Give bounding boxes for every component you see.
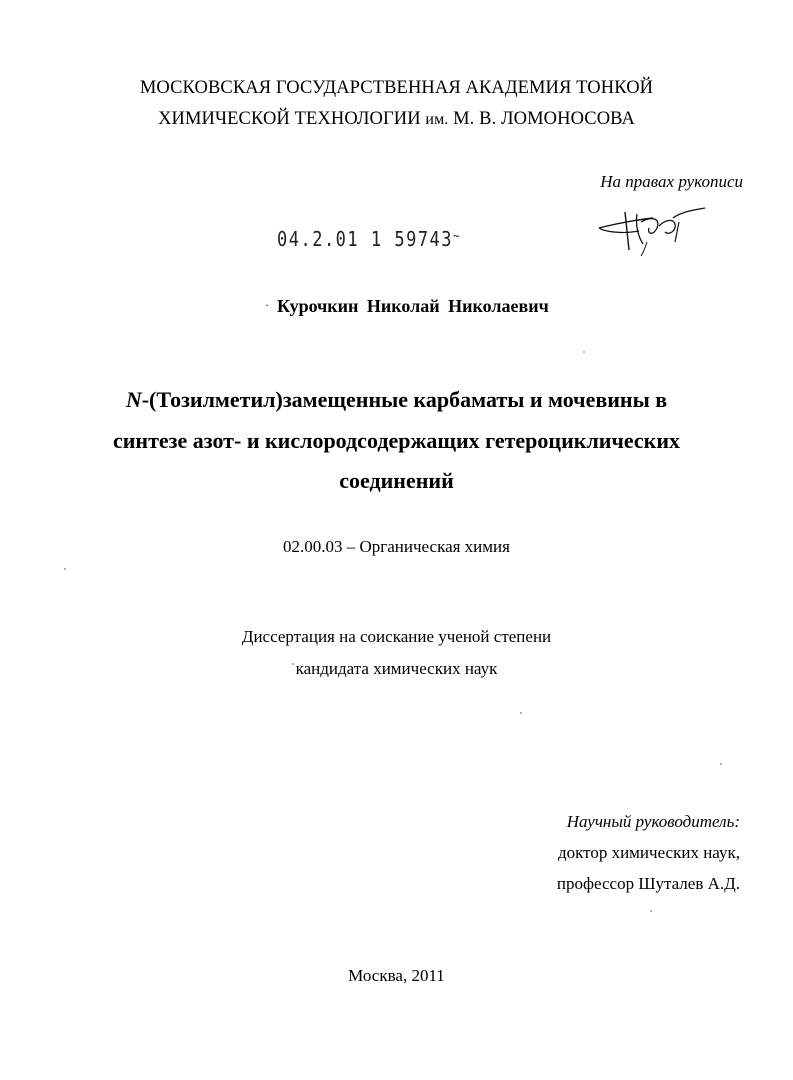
dissertation-line-2: кандидата химических наук	[295, 659, 498, 678]
institution-name-part-1: МОСКОВСКАЯ ГОСУДАРСТВЕННАЯ АКАДЕМИЯ ТОНКОЙ	[139, 78, 654, 98]
title-line-1: N-(Тозилметил)замещенные карбаматы и мочевины в	[125, 387, 668, 412]
institution-line-2	[0, 109, 793, 130]
institution-line-1	[0, 78, 793, 99]
scan-speck	[64, 568, 66, 570]
scan-speck	[650, 910, 652, 912]
supervisor-degree: доктор химических наук,	[557, 843, 740, 862]
scan-speck	[520, 712, 522, 714]
registration-stamp: 04.2.01 1 59743~	[277, 228, 462, 252]
title-line-3: соединений	[339, 468, 454, 493]
title-prefix: N	[125, 387, 142, 412]
institution-name-part-3: М. В. ЛОМОНОСОВА	[448, 109, 635, 129]
specialty: 02.00.03 – Органическая химия	[283, 537, 510, 556]
city-year: Москва, 2011	[348, 966, 445, 985]
institution-name-part-2: ХИМИЧЕСКОЙ ТЕХНОЛОГИИ	[158, 109, 426, 129]
scan-speck	[720, 763, 722, 765]
institution-abbrev: им.	[425, 111, 449, 128]
signature-image	[595, 198, 710, 260]
title-line-2: синтезе азот- и кислородсодержащих гетероциклических	[112, 428, 681, 453]
dissertation-line-1: Диссертация на соискание ученой степени	[241, 627, 552, 646]
manuscript-rights: На правах рукописи	[600, 172, 743, 191]
scan-speck	[292, 663, 294, 665]
supervisor-name: профессор Шуталев А.Д.	[556, 874, 740, 893]
author-name: · Курочкин Николай Николаевич	[265, 296, 549, 316]
scan-speck	[583, 351, 585, 353]
supervisor-label: Научный руководитель:	[566, 812, 740, 831]
